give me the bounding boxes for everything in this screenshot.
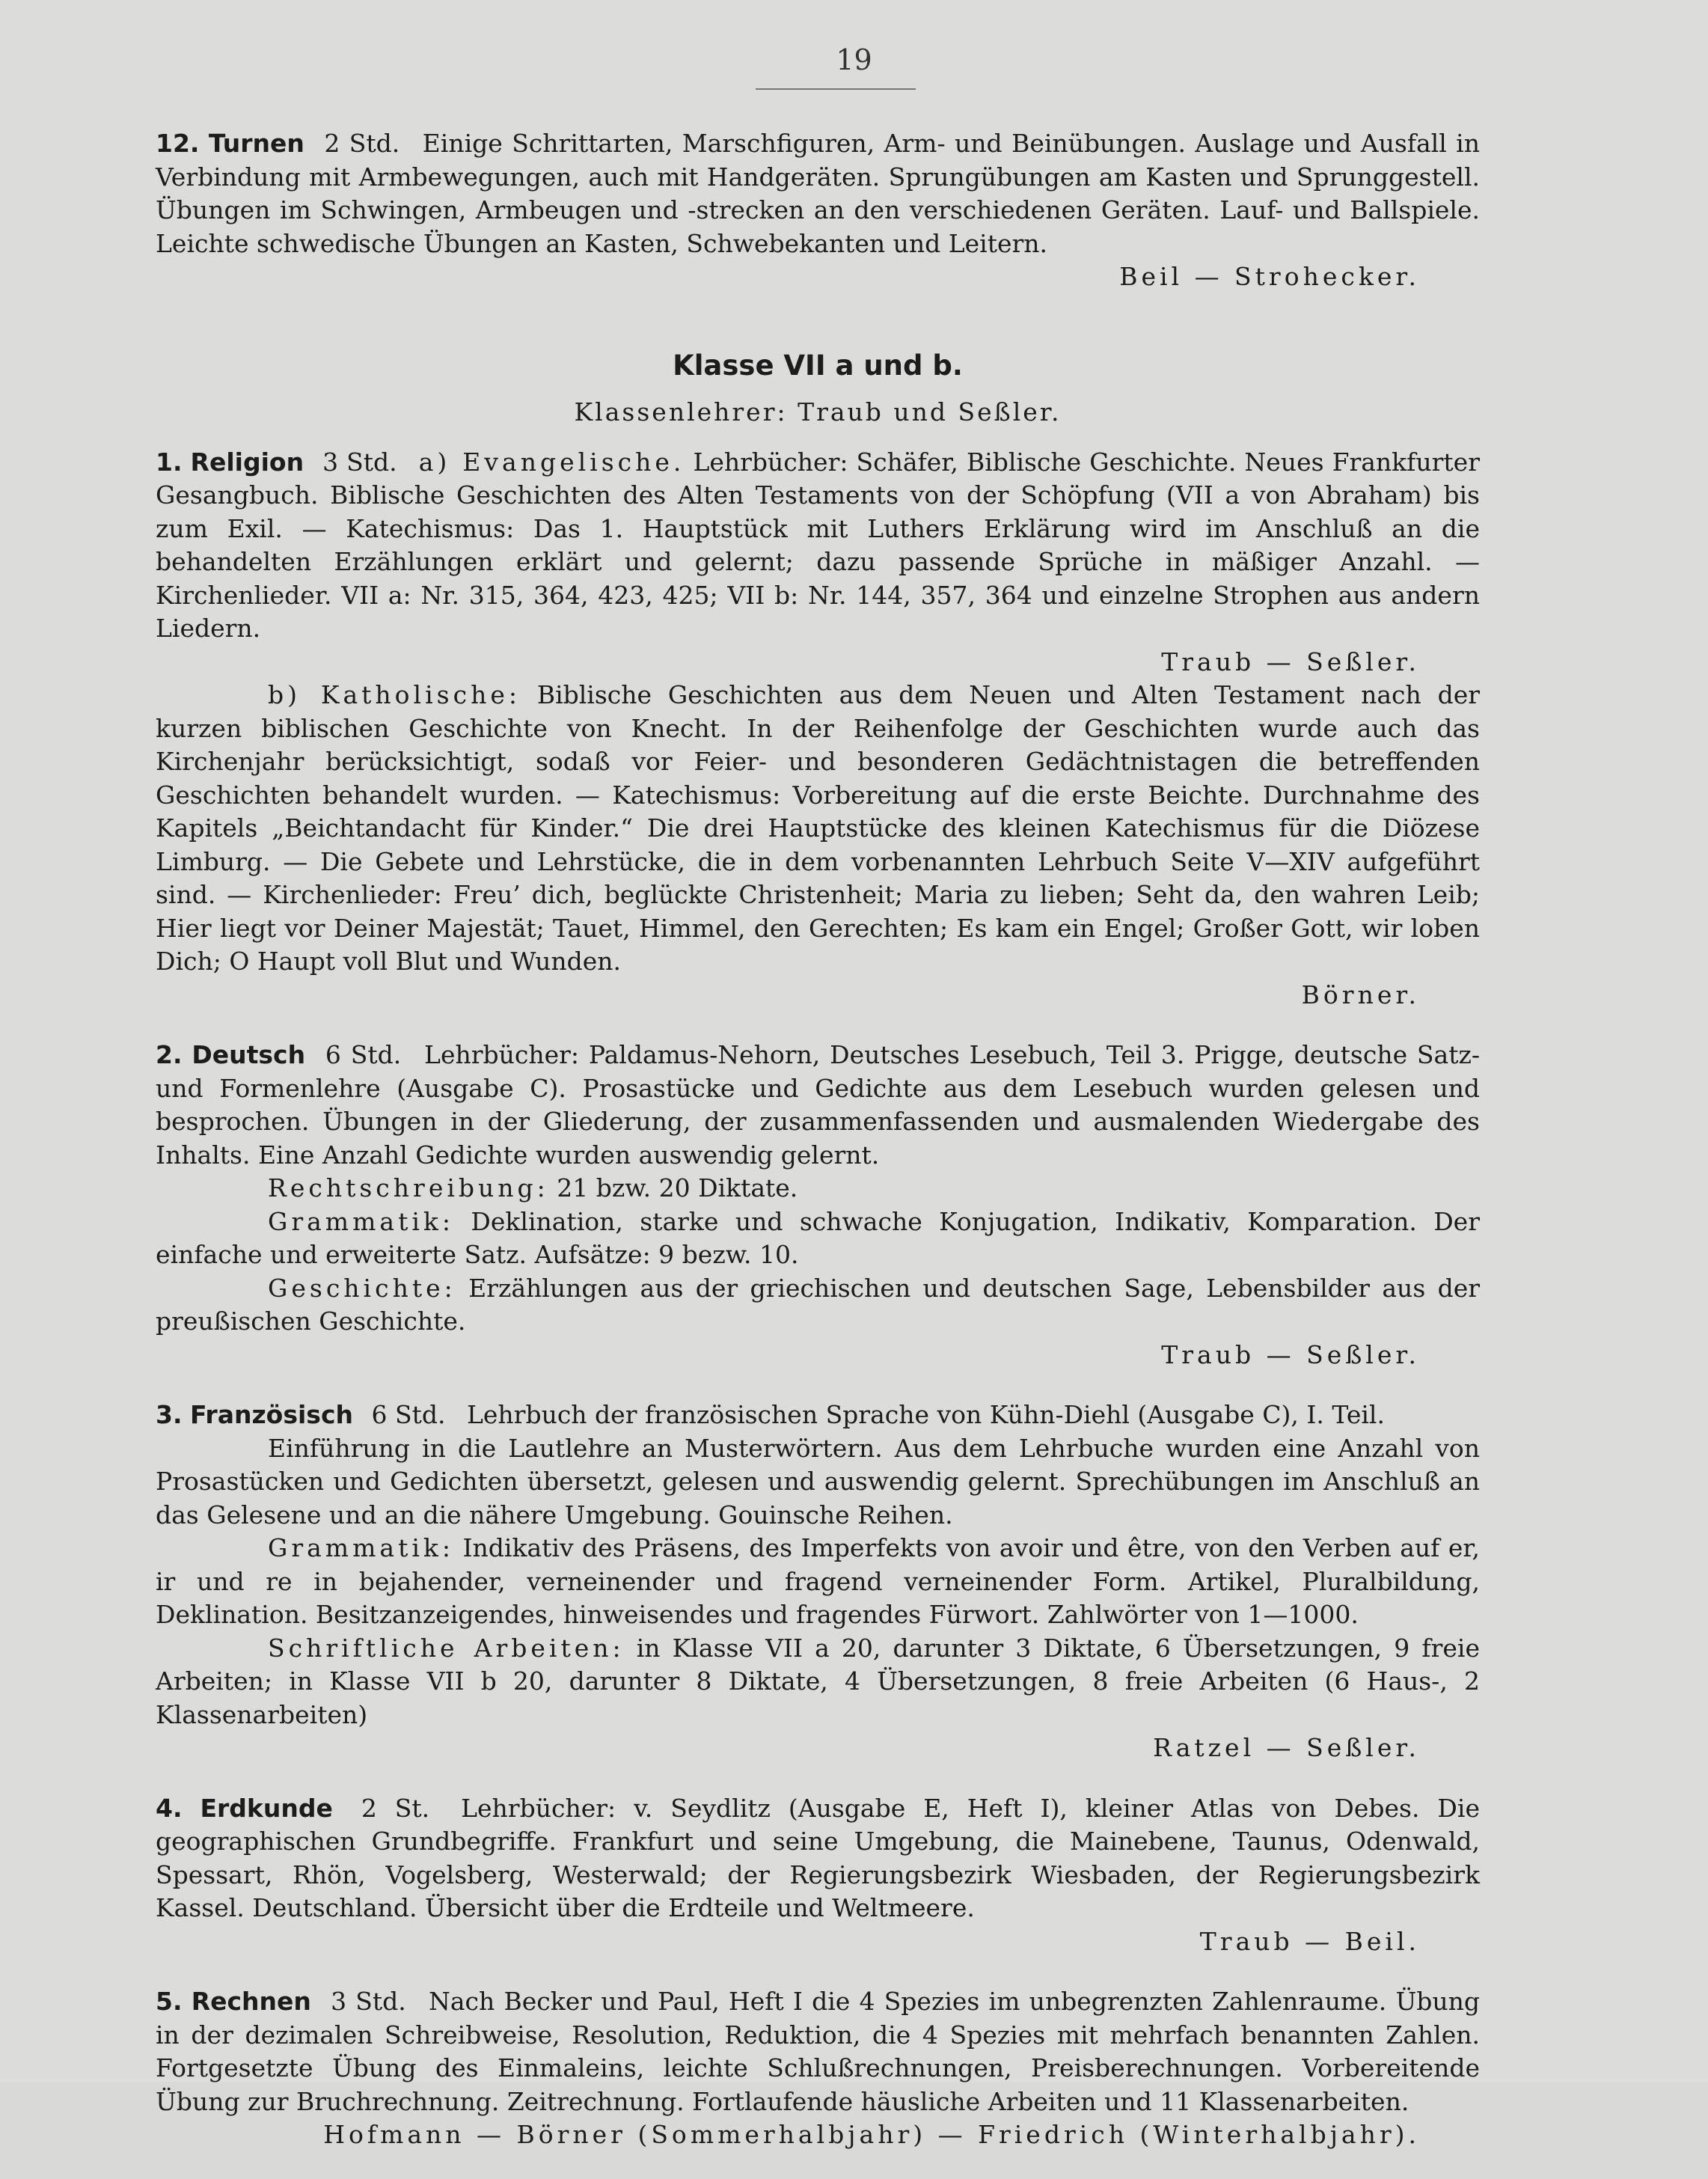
grammatik-label: Grammatik: [268, 1206, 454, 1236]
entry-franzoesisch [156, 1399, 1480, 1765]
entry-number: 3. [156, 1400, 183, 1429]
religion-b-teachers: Börner. [1301, 980, 1420, 1009]
entry-hours: 3 Std. [322, 447, 397, 477]
rechtschreibung-text: 21 bzw. 20 Diktate. [557, 1173, 798, 1202]
entry-teachers: Hofmann — Börner (Sommerhalbjahr) — Friedrich (Winterhalbjahr). [323, 2120, 1420, 2149]
entry-text: Einige Schrittarten, Marschfiguren, Arm- und Beinübungen. Auslage und Ausfall in Verbindung mit Armbewegungen, auch mit Handgeräten. Sprungübungen am Kasten und Sprunggestell. Übungen im Schwingen, Armbeugen und -strecken an den verschiedenen Geräten. Lauf- und Ballspiele. Leichte schwedische Übungen an Kasten, Schwebekanten und Leitern. [156, 129, 1480, 258]
schriftliche-label: Schriftliche Arbeiten: [268, 1633, 625, 1663]
entry-text: Nach Becker und Paul, Heft I die 4 Spezies im unbegrenzten Zahlenraume. Übung in der dezimalen Schreibweise, Resolution, Reduktion, die 4 Spezies mit mehrfach benannten Zahlen. Fortgesetzte Übung des Einmaleins, leichte Schlußrechnungen, Preisberechnungen. Vorbereitende Übung zur Bruchrechnung. Zeitrechnung. Fortlaufende häusliche Arbeiten und 11 Klassenarbeiten. [156, 1987, 1481, 2116]
entry-hours: 2 St. [361, 1793, 430, 1823]
franz-paragraph: Einführung in die Lautlehre an Musterwörtern. Aus dem Lehrbuche wurden eine Anzahl von Prosastücken und Gedichten übersetzt, gelesen und auswendig gelernt. Sprechübungen im Anschluß an das Gelesene und an die nähere Umgebung. Gouinsche Reihen. [156, 1433, 1480, 1529]
entry-teachers: Ratzel — Seßler. [1153, 1733, 1420, 1762]
entry-teachers: Traub — Beil. [1199, 1926, 1420, 1956]
entry-number: 5. [156, 1987, 183, 2016]
entry-text: Lehrbücher: v. Seydlitz (Ausgabe E, Heft I), kleiner Atlas von Debes. Die geographischen Grundbegriffe. Frankfurt und seine Umgebung, die Mainebene, Taunus, Odenwald, Spessart, Rhön, Vogelsberg, Westerwald; der Regierungsbezirk Wiesbaden, der Regierungsbezirk Kassel. Deutschland. Übersicht über die Erdteile und Weltmeere. [156, 1793, 1480, 1922]
entry-number: 1. [156, 447, 183, 477]
entry-hours: 2 Std. [324, 129, 400, 158]
religion-b-label: b) Katholische: [268, 680, 521, 709]
entry-rechnen [156, 1985, 1480, 2152]
class-teachers: Klassenlehrer: Traub und Seßler. [574, 397, 1062, 427]
entry-teachers: Traub — Seßler. [1161, 1339, 1420, 1369]
geschichte-label: Geschichte: [268, 1273, 456, 1303]
entry-erdkunde [156, 1792, 1480, 1959]
entry-number: 4. [156, 1793, 183, 1823]
schriftliche-text: in Klasse VII a 20, darunter 3 Diktate, 6 Übersetzungen, 9 freie Arbeiten; in Klasse VII b 20, darunter 8 Diktate, 4 Übersetzungen, 8 freie Arbeiten (6 Haus-, 2 Klassenarbeiten) [156, 1633, 1480, 1729]
entry-number: 12. [156, 129, 200, 158]
entry-subject: Turnen [208, 129, 304, 158]
entry-deutsch [156, 1039, 1480, 1372]
entry-religion [156, 446, 1480, 1012]
religion-a-text: Lehrbücher: Schäfer, Biblische Geschichte. Neues Frankfurter Gesangbuch. Biblische Geschichten des Alten Testaments von der Schöpfung (VII a von Abraham) bis zum Exil. — Katechismus: Das 1. Hauptstück mit Luthers Erklärung wird im Anschluß an die behandelten Erzählungen erklärt und gelernt; dazu passende Sprüche in mäßiger Anzahl. — Kirchenlieder. VII a: Nr. 315, 364, 423, 425; VII b: Nr. 144, 357, 364 und einzelne Strophen aus andern Liedern. [156, 447, 1480, 643]
entry-number: 2. [156, 1040, 183, 1069]
entry-text: Lehrbücher: Paldamus-Nehorn, Deutsches Lesebuch, Teil 3. Prigge, deutsche Satz- und Formenlehre (Ausgabe C). Prosastücke und Gedichte aus dem Lesebuch wurden gelesen und besprochen. Übungen in der Gliederung, der zusammenfassenden und ausmalenden Wiedergabe des Inhalts. Eine Anzahl Gedichte wurden auswendig gelernt. [156, 1040, 1480, 1170]
page-content [156, 127, 1480, 2179]
entry-subject: Erdkunde [200, 1793, 333, 1823]
religion-a-label: a) Evangelische. [418, 447, 685, 477]
entry-turnen [156, 127, 1480, 294]
class-heading: Klasse VII a und b. [673, 349, 963, 382]
grammatik-text: Deklination, starke und schwache Konjugation, Indikativ, Komparation. Der einfache und erweiterte Satz. Aufsätze: 9 bezw. 10. [156, 1206, 1480, 1269]
entry-subject: Französisch [190, 1400, 353, 1429]
geschichte-text: Erzählungen aus der griechischen und deutschen Sage, Lebensbilder aus der preußischen Geschichte. [156, 1273, 1480, 1336]
entry-hours: 6 Std. [325, 1040, 402, 1069]
entry-hours: 3 Std. [331, 1987, 406, 2016]
entry-hours: 6 Std. [371, 1400, 446, 1429]
entry-subject: Rechnen [191, 1987, 311, 2016]
religion-a-teachers: Traub — Seßler. [1161, 647, 1420, 676]
rechtschreibung-label: Rechtschreibung: [268, 1173, 549, 1202]
entry-teachers: Beil — Strohecker. [1119, 262, 1420, 291]
page-number-rule [756, 88, 916, 90]
religion-b-text: Biblische Geschichten aus dem Neuen und Alten Testament nach der kurzen biblischen Geschichte von Knecht. In der Reihenfolge der Geschichten wurde auch das Kirchenjahr berücksichtigt, sodaß vor Feier- und besonderen Gedächtnistagen die betreffenden Geschichten behandelt wurden. — Katechismus: Vorbereitung auf die erste Beichte. Durchnahme des Kapitels „Beichtandacht für Kinder.“ Die drei Hauptstücke des kleinen Katechismus für die Diözese Limburg. — Die Gebete und Lehrstücke, die in dem vorbenannten Lehrbuch Seite V—XIV aufgeführt sind. — Kirchenlieder: Freu’ dich, beglückte Christenheit; Maria zu lieben; Seht da, den wahren Leib; Hier liegt vor Deiner Majestät; Tauet, Himmel, den Gerechten; Es kam ein Engel; Großer Gott, wir loben Dich; O Haupt voll Blut und Wunden. [156, 680, 1480, 976]
entry-text: Lehrbuch der französischen Sprache von Kühn-Diehl (Ausgabe C), I. Teil. [466, 1400, 1385, 1429]
page-number: 19 [836, 43, 872, 76]
entry-subject: Religion [190, 447, 304, 477]
grammatik-text: Indikativ des Präsens, des Imperfekts von avoir und être, von den Verben auf er, ir und re in bejahender, verneinender und fragend verneinender Form. Artikel, Pluralbildung, Deklination. Besitzanzeigendes, hinweisendes und fragendes Fürwort. Zahlwörter von 1—1000. [156, 1533, 1480, 1629]
entry-subject: Deutsch [192, 1040, 306, 1069]
grammatik-label: Grammatik: [268, 1533, 454, 1562]
